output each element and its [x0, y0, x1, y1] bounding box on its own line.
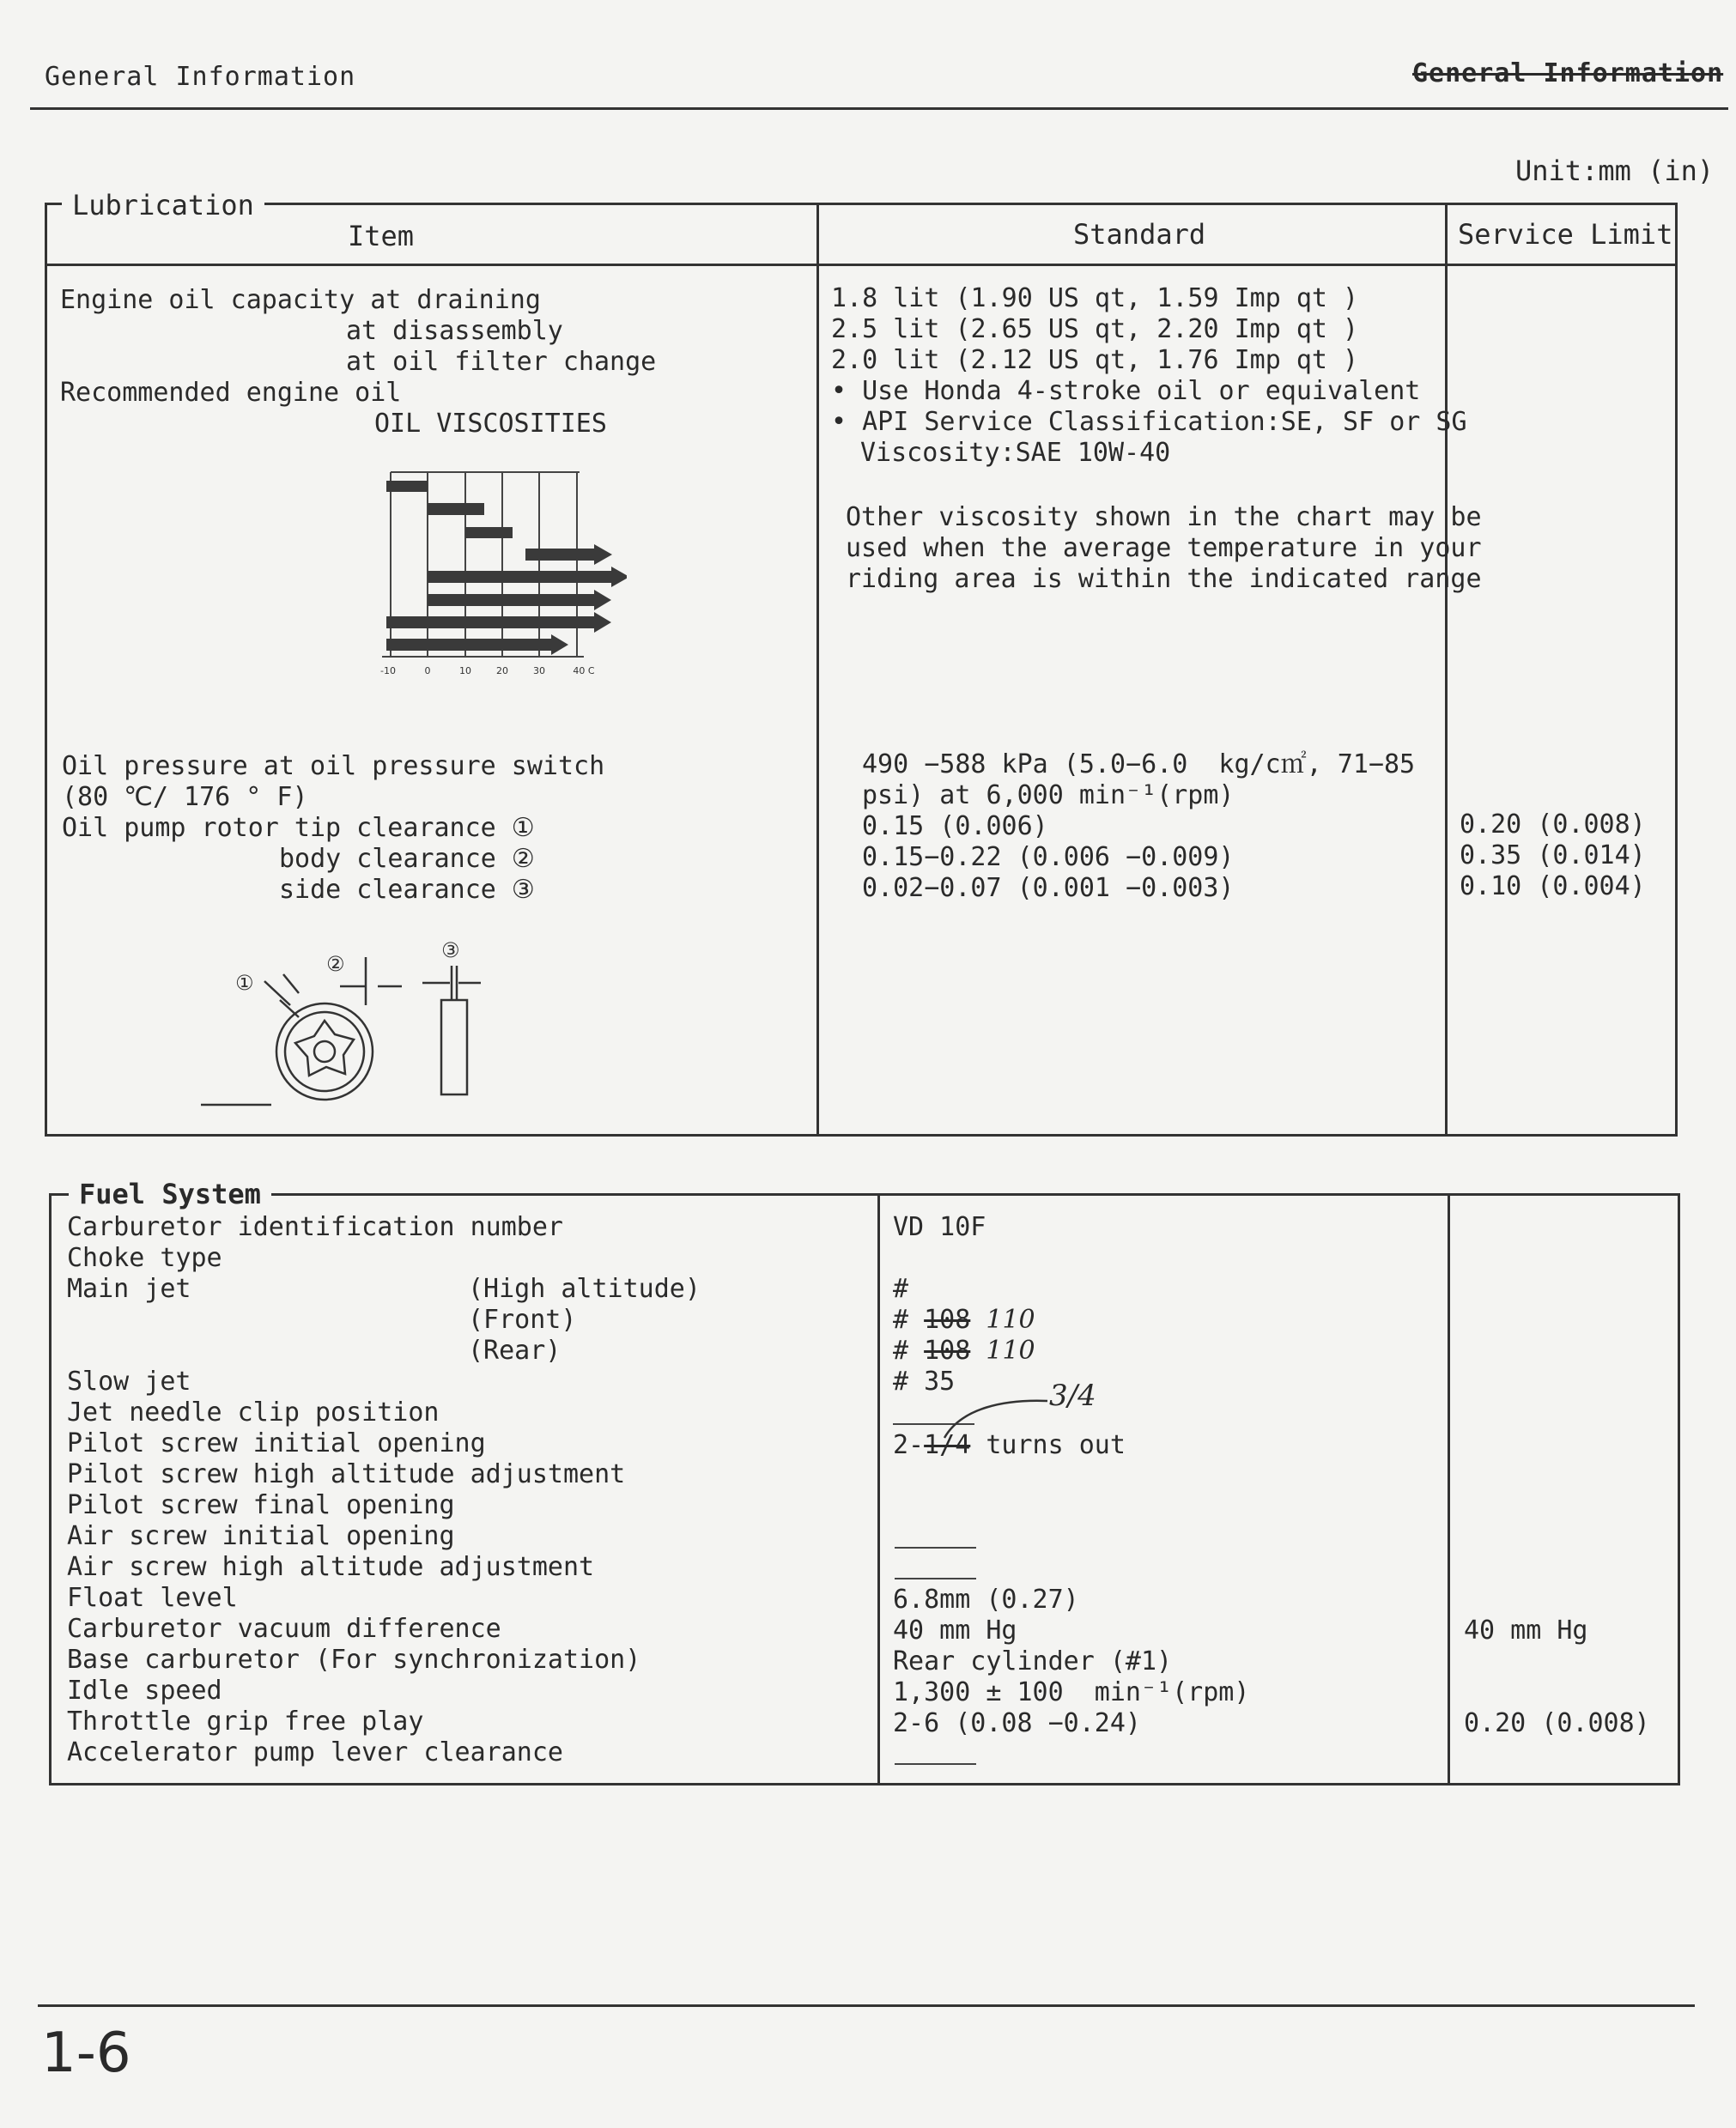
pilot-old-value: 1/4 [924, 1430, 971, 1460]
item-oil-pressure-temp: (80 ℃/ 176 ° F) [62, 782, 308, 812]
pilot-prefix: 2- [893, 1430, 925, 1460]
fuel-main-jet-rear: (Rear) [468, 1336, 561, 1366]
fuel-std-idle-speed: 1,300 ± 100 min⁻¹(rpm) [893, 1677, 1250, 1707]
std-rotor-body: 0.15−0.22 (0.006 −0.009) [862, 842, 1235, 872]
viscosity-tick-minus10: -10 [380, 665, 396, 676]
lubrication-col-divider-2 [1445, 203, 1448, 1137]
header-section-title: General Information [45, 62, 356, 92]
std-oil-disassembly: 2.5 lit (2.65 US qt, 2.20 Imp qt ) [831, 314, 1359, 344]
std-oil-api: • API Service Classification:SE, SF or SG [831, 407, 1467, 437]
main-jet-front-new: 110 [986, 1305, 1035, 1335]
oil-pump-rotor-diagram [197, 931, 507, 1112]
item-rotor-body-clearance: body clearance ② [279, 844, 535, 874]
footer-rule [38, 2004, 1695, 2007]
std-rotor-tip: 0.15 (0.006) [862, 811, 1048, 841]
viscosity-bar-20w40 [428, 590, 611, 610]
viscosity-bar-10w30 [386, 634, 568, 655]
item-oil-capacity-filter-change: at oil filter change [346, 347, 657, 377]
col-header-standard: Standard [1073, 218, 1206, 251]
main-jet-front-prefix: # [893, 1305, 925, 1335]
fuel-item-pilot-final: Pilot screw final opening [67, 1490, 455, 1520]
viscosity-bar-10w30-low [428, 503, 484, 515]
rotor-callout-3: ③ [441, 938, 460, 962]
fuel-item-air-high-alt: Air screw high altitude adjustment [67, 1552, 595, 1582]
item-rotor-side-clearance: side clearance ③ [279, 875, 535, 905]
std-oil-note-1: Other viscosity shown in the chart may be [846, 502, 1482, 532]
viscosity-tick-0: 0 [424, 665, 431, 676]
col-header-service-limit: Service Limit [1458, 218, 1673, 251]
fuel-std-accel-pump-dash [895, 1755, 976, 1771]
fuel-item-choke: Choke type [67, 1243, 222, 1273]
fuel-item-accel-pump: Accelerator pump lever clearance [67, 1737, 563, 1767]
header-section-title-struck: General Information [1412, 58, 1724, 88]
unit-label: Unit:mm (in) [1515, 155, 1715, 187]
item-rotor-tip-clearance: Oil pump rotor tip clearance ① [62, 813, 535, 843]
rotor-callout-1: ① [235, 971, 254, 995]
viscosity-tick-20: 20 [496, 665, 508, 676]
fuel-std-slow-jet: # 35 [893, 1367, 956, 1397]
viscosity-bar-10w40-low [465, 527, 513, 538]
item-recommended-oil: Recommended engine oil [60, 378, 402, 408]
pilot-handwritten-correction: 3/4 [1049, 1379, 1096, 1413]
std-oil-viscosity: Viscosity:SAE 10W-40 [860, 438, 1171, 468]
fuel-std-float-level: 6.8mm (0.27) [893, 1585, 1079, 1615]
fuel-std-pilot-initial [893, 1430, 1126, 1461]
fuel-std-air-initial-dash [895, 1538, 976, 1555]
std-oil-note-3: riding area is within the indicated range [846, 564, 1482, 594]
col-header-item: Item [348, 220, 415, 252]
fuel-std-throttle-play: 2-6 (0.08 −0.24) [893, 1708, 1141, 1738]
std-oil-pressure-rpm: psi) at 6,000 min⁻¹(rpm) [862, 780, 1235, 810]
lubrication-legend: Lubrication [62, 189, 264, 221]
viscosity-tick-10: 10 [459, 665, 471, 676]
std-oil-filter: 2.0 lit (2.12 US qt, 1.76 Imp qt ) [831, 345, 1359, 375]
std-oil-pressure: 490 −588 kPa (5.0−6.0 kg/c㎡, 71−85 [862, 749, 1416, 779]
lubrication-header-rule [45, 264, 1678, 266]
fuel-main-jet-front: (Front) [468, 1305, 577, 1335]
fuel-std-air-high-alt-dash [895, 1569, 976, 1585]
header-rule [30, 107, 1728, 110]
viscosity-bar-10w [386, 481, 428, 492]
item-oil-capacity-disassembly: at disassembly [346, 316, 563, 346]
viscosity-tick-40c: 40 C [573, 665, 595, 676]
fuel-col-divider-1 [877, 1193, 880, 1785]
item-oil-viscosities: OIL VISCOSITIES [374, 409, 607, 439]
fuel-item-pilot-initial: Pilot screw initial opening [67, 1428, 486, 1458]
fuel-item-pilot-high-alt: Pilot screw high altitude adjustment [67, 1459, 626, 1489]
item-oil-pressure: Oil pressure at oil pressure switch [62, 751, 605, 781]
pilot-suffix: turns out [970, 1430, 1126, 1460]
viscosity-tick-30: 30 [533, 665, 545, 676]
fuel-item-base-carb: Base carburetor (For synchronization) [67, 1645, 641, 1675]
fuel-item-throttle-play: Throttle grip free play [67, 1707, 424, 1737]
fuel-item-idle-speed: Idle speed [67, 1676, 222, 1706]
fuel-item-air-initial: Air screw initial opening [67, 1521, 455, 1551]
fuel-std-vacuum-diff: 40 mm Hg [893, 1616, 1017, 1646]
fuel-std-main-jet-rear [893, 1336, 1035, 1367]
fuel-std-carb-id: VD 10F [893, 1212, 986, 1242]
page-number: 1-6 [41, 2022, 131, 2085]
fuel-system-legend: Fuel System [69, 1178, 271, 1210]
fuel-item-slow-jet: Slow jet [67, 1367, 191, 1397]
main-jet-rear-new: 110 [986, 1336, 1035, 1366]
fuel-main-jet-high-alt: (High altitude) [468, 1274, 701, 1304]
item-oil-capacity-draining: Engine oil capacity at draining [60, 285, 541, 315]
viscosity-bar-20w50 [428, 567, 627, 587]
main-jet-front-old: 108 [924, 1305, 971, 1335]
fuel-limit-vacuum-diff: 40 mm Hg [1464, 1616, 1588, 1646]
fuel-col-divider-2 [1448, 1193, 1450, 1785]
fuel-limit-throttle-play: 0.20 (0.008) [1464, 1708, 1650, 1738]
main-jet-rear-old: 108 [924, 1336, 971, 1366]
main-jet-rear-prefix: # [893, 1336, 925, 1366]
limit-rotor-tip: 0.20 (0.008) [1460, 809, 1646, 840]
fuel-item-carb-id: Carburetor identification number [67, 1212, 563, 1242]
limit-rotor-side: 0.10 (0.004) [1460, 871, 1646, 901]
fuel-item-vacuum-diff: Carburetor vacuum difference [67, 1614, 501, 1644]
fuel-std-base-carb: Rear cylinder (#1) [893, 1646, 1173, 1676]
fuel-item-main-jet: Main jet [67, 1274, 191, 1304]
std-oil-note-2: used when the average temperature in your [846, 533, 1482, 563]
std-rotor-side: 0.02−0.07 (0.001 −0.003) [862, 873, 1235, 903]
std-oil-draining: 1.8 lit (1.90 US qt, 1.59 Imp qt ) [831, 283, 1359, 313]
fuel-std-main-jet-front [893, 1305, 1035, 1336]
std-oil-brand: • Use Honda 4-stroke oil or equivalent [831, 376, 1421, 406]
fuel-item-needle-clip: Jet needle clip position [67, 1397, 440, 1428]
rotor-callout-2: ② [326, 952, 345, 976]
fuel-item-float-level: Float level [67, 1583, 238, 1613]
lubrication-col-divider-1 [816, 203, 819, 1137]
limit-rotor-body: 0.35 (0.014) [1460, 840, 1646, 870]
oil-viscosity-chart [369, 464, 627, 678]
fuel-std-main-jet-high: # [893, 1274, 909, 1304]
